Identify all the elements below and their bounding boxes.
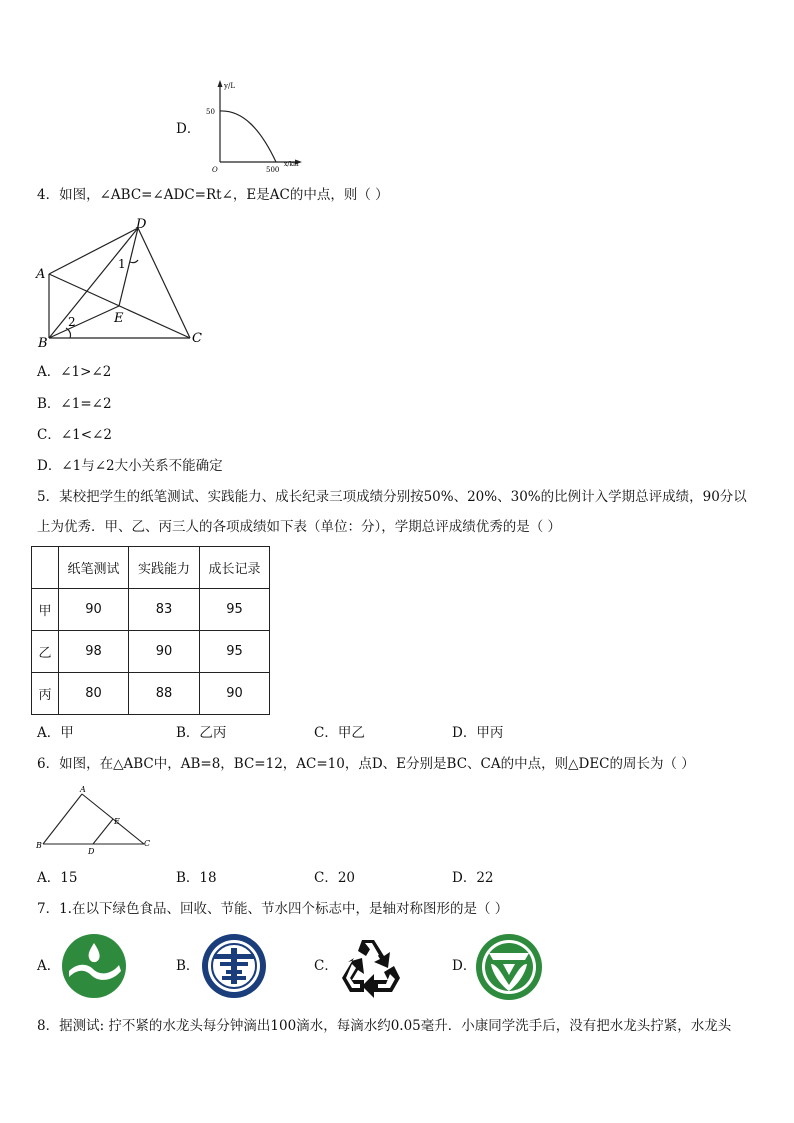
recycle-logo-icon: [338, 934, 404, 998]
q8-stem: 8．据测试: 拧不紧的水龙头每分钟滴出100滴水，每滴水约0.05毫升．小康同学洗手后，没有把水龙头拧紧，水龙头: [37, 1018, 732, 1034]
q6-label-c: C: [144, 839, 151, 848]
q7-option-c: C．: [314, 958, 338, 974]
table-row: [32, 589, 270, 631]
table-row: [32, 631, 270, 673]
table-cell: 88: [129, 673, 200, 715]
q6-label-e: E: [114, 817, 120, 826]
q6-stem: 6．如图，在△ABC中，AB=8，BC=12，AC=10，点D、E分别是BC、CA的中点，则△DEC的周长为（ ）: [37, 756, 695, 772]
q3-x-tick: 500: [266, 166, 280, 174]
q6-label-a: A: [80, 785, 86, 794]
q4-label-b: B: [38, 336, 48, 350]
table-cell: 90: [200, 673, 270, 715]
q4-quadrilateral-figure: [34, 216, 214, 350]
q5-option-c: C．甲乙: [314, 725, 365, 741]
table-header-cell: 纸笔测试: [59, 547, 129, 589]
q6-option-b: B．18: [176, 870, 217, 886]
q5-stem-line2: 上为优秀．甲、乙、丙三人的各项成绩如下表（单位：分），学期总评成绩优秀的是（ ）: [37, 519, 562, 535]
q3-y-axis-label: y/L: [224, 82, 235, 90]
table-cell: 95: [200, 631, 270, 673]
q5-score-table: [31, 546, 270, 715]
q4-stem: 4．如图，∠ABC=∠ADC=Rt∠，E是AC的中点，则（ ）: [37, 187, 389, 203]
q4-option-d: D．∠1与∠2大小关系不能确定: [37, 458, 223, 474]
q7-stem: 7．1.在以下绿色食品、回收、节能、节水四个标志中，是轴对称图形的是（ ）: [37, 901, 509, 917]
table-cell: 95: [200, 589, 270, 631]
table-cell: 丙: [32, 673, 59, 715]
q4-label-a: A: [36, 267, 46, 282]
q4-angle-2: 2: [68, 315, 76, 329]
q7-option-b: B．: [176, 958, 200, 974]
table-header-cell: [32, 547, 59, 589]
table-cell: 98: [59, 631, 129, 673]
table-cell: 甲: [32, 589, 59, 631]
table-cell: 90: [129, 631, 200, 673]
water-saving-logo-icon: [475, 933, 543, 1001]
table-cell: 乙: [32, 631, 59, 673]
q4-angle-1: 1: [118, 257, 126, 271]
table-header-row: [32, 547, 270, 589]
q4-label-c: C: [192, 331, 202, 346]
q4-label-d: D: [136, 217, 147, 232]
q4-label-e: E: [114, 311, 124, 326]
q3-y-tick: 50: [206, 108, 215, 116]
table-cell: 83: [129, 589, 200, 631]
q6-label-d: D: [88, 847, 95, 854]
q6-triangle-figure: [34, 782, 158, 854]
q5-option-b: B．乙丙: [176, 725, 227, 741]
table-cell: 80: [59, 673, 129, 715]
q7-option-a: A．: [37, 958, 61, 974]
q3-x-axis-label: x/km: [284, 161, 299, 168]
table-cell: 90: [59, 589, 129, 631]
q3-distance-graph: [200, 78, 310, 178]
q5-option-d: D．甲丙: [452, 725, 504, 741]
q3-origin: O: [212, 166, 218, 174]
q6-option-d: D．22: [452, 870, 494, 886]
q5-option-a: A．甲: [37, 725, 74, 741]
q3-option-d-label: D．: [176, 121, 201, 137]
q4-option-c: C．∠1<∠2: [37, 427, 112, 443]
q6-option-c: C．20: [314, 870, 356, 886]
table-header-cell: 成长记录: [200, 547, 270, 589]
green-food-logo-icon: [61, 933, 127, 999]
energy-saving-logo-icon: [200, 932, 268, 1000]
table-header-cell: 实践能力: [129, 547, 200, 589]
q4-option-a: A．∠1>∠2: [37, 364, 112, 380]
q7-option-d: D．: [452, 958, 477, 974]
q6-label-b: B: [36, 841, 42, 850]
q5-stem-line1: 5．某校把学生的纸笔测试、实践能力、成长纪录三项成绩分别按50%、20%、30%的比例计入学期总评成绩，90分以: [37, 489, 747, 505]
q4-option-b: B．∠1=∠2: [37, 396, 112, 412]
q6-option-a: A．15: [37, 870, 78, 886]
table-row: [32, 673, 270, 715]
